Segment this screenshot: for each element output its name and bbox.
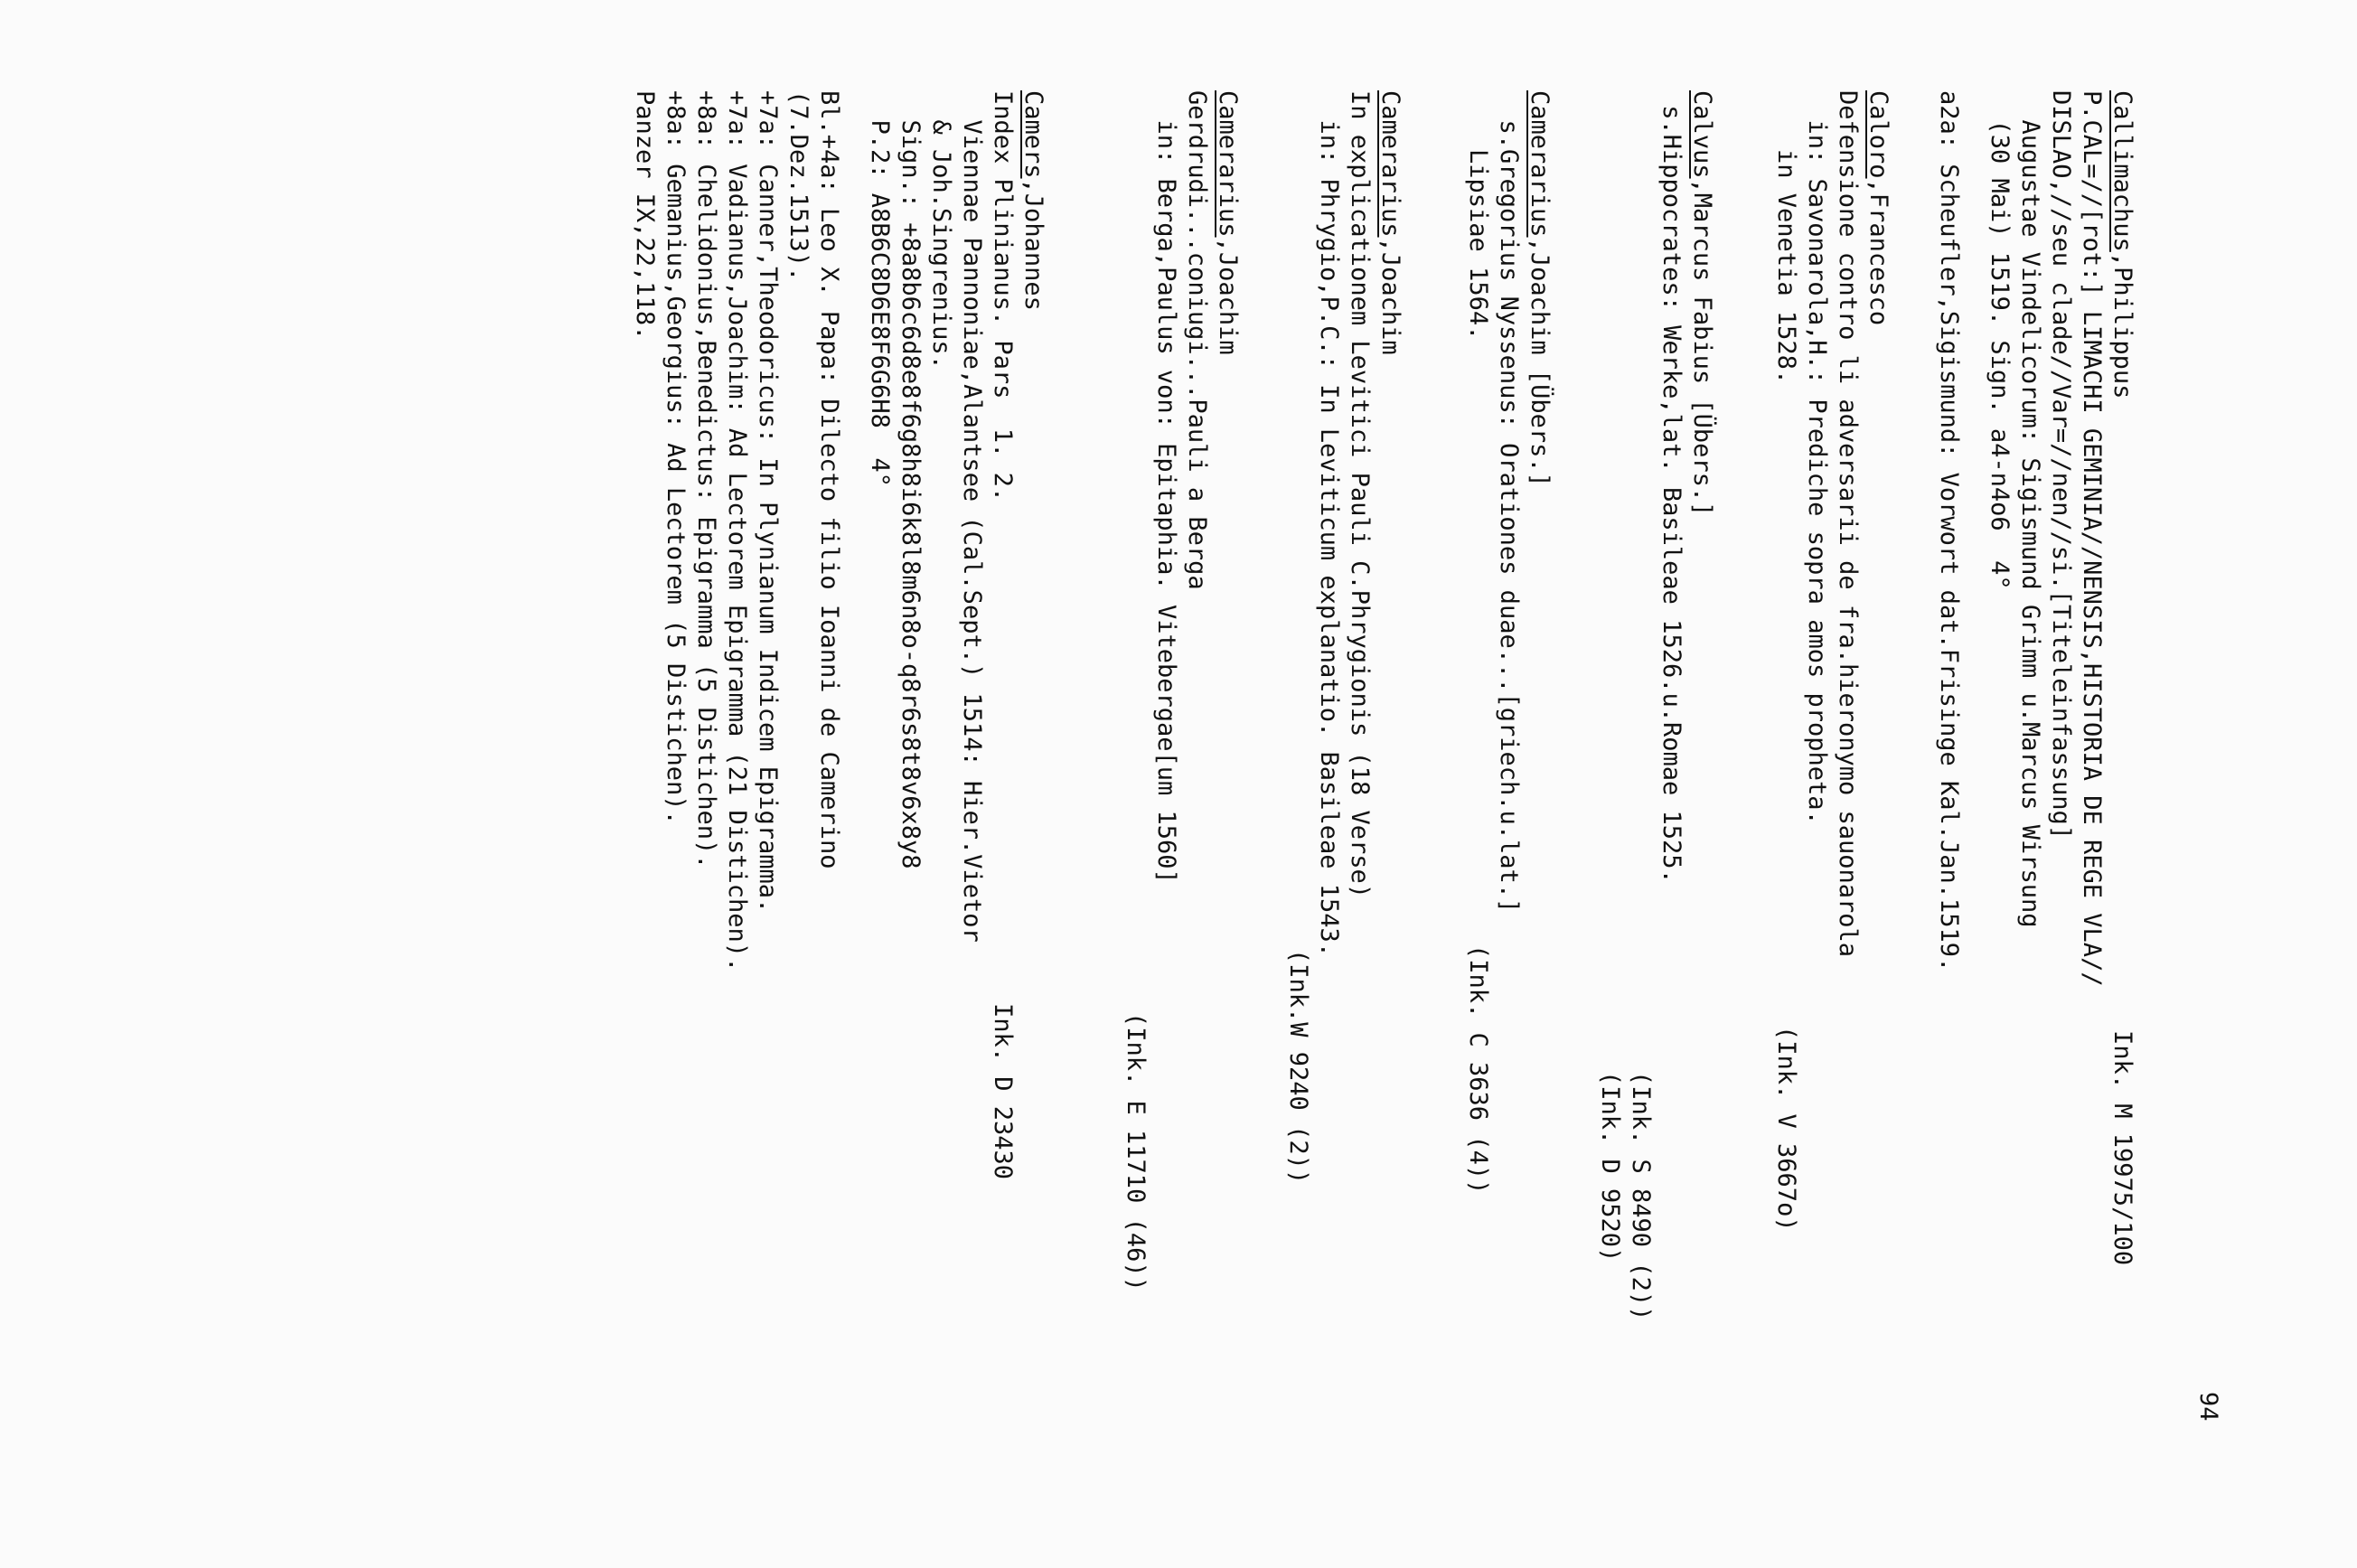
entry-line bbox=[1770, 90, 1801, 1232]
entry-note: +8a: Gemanius,Georgius: Ad Lectorem (5 Distichen). bbox=[662, 90, 690, 825]
entry-line: P.CAL=//[rot:] LIMACHI GEMINIA//NENSIS,HISTORIA DE REGE VLA// bbox=[2078, 90, 2106, 987]
entry-heading-line bbox=[1863, 90, 1893, 957]
entry-note: (7.Dez.1513). bbox=[784, 90, 812, 282]
shelfmark: Ink. M 19975/100 bbox=[2108, 1030, 2136, 1266]
shelfmark: Ink. D 23430 bbox=[989, 1003, 1017, 1180]
entry-line: Sign.: +8a8b6c6d8e8f6g8h8i6k8l8m6n8o-q8r6s8t8v6x8y8 bbox=[897, 90, 925, 869]
entry-line: In explicationem Levitici Pauli C.Phrygionis (18 Verse) bbox=[1346, 90, 1374, 899]
entry-camers bbox=[629, 90, 1048, 1180]
entry-heading-line bbox=[2107, 90, 2137, 1266]
entry-line: in: Berga,Paulus von: Epitaphia. Vitebergae[um 1560] bbox=[1152, 90, 1180, 884]
entry-line: DISLAO,//seu clade//Var=//nen//si.[Titeleinfassung] bbox=[2047, 90, 2075, 840]
shelfmark: (Ink. V 3667o) bbox=[1772, 1026, 1800, 1232]
entry-note: Bl.+4a: Leo X. Papa: Dilecto filio Ioanni de Camerino bbox=[815, 90, 843, 869]
entry-line bbox=[1462, 90, 1493, 1195]
entry-reference: Panzer IX,22,118. bbox=[631, 90, 659, 341]
entry-note: +7a: Canner,Theodoricus: In Plynianum Indicem Epigramma. bbox=[754, 90, 782, 914]
entry-heading: Camers bbox=[1019, 90, 1047, 179]
entry-note: +8a: Chelidonius,Benedictus: Epigramma (5 Distichen). bbox=[692, 90, 720, 869]
entry-callimachus bbox=[1933, 90, 2137, 1266]
catalog-page bbox=[181, 90, 2223, 1500]
shelfmark: (Ink. D 9520) bbox=[1596, 1071, 1624, 1263]
entry-camerarius-2 bbox=[1282, 90, 1405, 1184]
entry-heading-line bbox=[1018, 90, 1048, 972]
entry-heading-line bbox=[1524, 90, 1554, 913]
entry-line: in: Phrygio,P.C.: In Leviticum explanatio. Basileae 1543. bbox=[1315, 90, 1343, 958]
entry-line bbox=[987, 90, 1018, 1180]
entry-heading-line bbox=[1212, 90, 1243, 1291]
entry-heading-rest: ,Marcus Fabius [Übers.] bbox=[1688, 178, 1716, 517]
entry-heading: Camerarius bbox=[1214, 90, 1242, 238]
entry-note: +7a: Vadianus,Joachim: Ad Lectorem Epigramma (21 Distichen). bbox=[723, 90, 751, 972]
shelfmark: (Ink.W 9240 (2)) bbox=[1284, 949, 1312, 1185]
entry-heading: Calvus bbox=[1688, 90, 1716, 179]
entry-line-text: Index Plinianus. Pars 1. 2. bbox=[989, 90, 1017, 502]
entry-line: P.2: A8B6C8D6E8F6G6H8 4° bbox=[866, 90, 894, 487]
entry-line-text: in Venetia 1528. bbox=[1772, 90, 1800, 385]
entry-calvus bbox=[1594, 90, 1717, 1320]
entry-heading-line bbox=[1375, 90, 1405, 1184]
page-number: 94 bbox=[2194, 1392, 2222, 1422]
entry-heading-rest: ,Philippus bbox=[2108, 251, 2136, 399]
entry-camerarius-1 bbox=[1462, 90, 1554, 1195]
entry-heading-rest: ,Joachim [Übers.] bbox=[1526, 237, 1554, 487]
entry-heading-rest: ,Joachim bbox=[1214, 237, 1242, 355]
entry-heading: Caloro bbox=[1864, 90, 1892, 179]
entry-line: Augustae Vindelicorum: Sigismund Grimm u.Marcus Wirsung bbox=[2016, 90, 2044, 928]
entry-caloro bbox=[1770, 90, 1893, 1232]
entry-line: s.Gregorius Nyssenus: Orationes duae...[griech.u.lat.] bbox=[1495, 90, 1523, 914]
entry-line-text: Lipsiae 1564. bbox=[1464, 90, 1492, 341]
entry-line: Gerdrudi...coniugi...Pauli a Berga bbox=[1183, 90, 1211, 590]
shelfmark: (Ink. E 11710 (46)) bbox=[1122, 1012, 1150, 1291]
entry-heading-rest: ,Francesco bbox=[1864, 178, 1892, 326]
entry-line: in: Savonarola,H.: Prediche sopra amos propheta. bbox=[1803, 90, 1831, 825]
entry-heading-rest: ,Joachim bbox=[1376, 237, 1404, 355]
entry-heading: Camerarius bbox=[1376, 90, 1404, 238]
entry-heading: Callimachus bbox=[2108, 90, 2136, 252]
entry-line: Defensione contro li adversarii de fra.hieronymo sauonarola bbox=[1834, 90, 1862, 958]
entry-line: Viennae Pannoniae,Alantsee (Cal.Sept.) 1514: Hier.Vietor bbox=[958, 90, 986, 943]
shelfmark: (Ink. C 3636 (4)) bbox=[1464, 944, 1492, 1195]
shelfmark: (Ink. S 8490 (2)) bbox=[1627, 1071, 1655, 1321]
entry-line: & Joh.Singrenius. bbox=[927, 90, 955, 370]
entry-camerarius-3 bbox=[1120, 90, 1243, 1291]
entry-heading-line bbox=[1686, 90, 1717, 1320]
entry-line: (30 Mai) 1519. Sign. a4-n4o6 4° bbox=[1986, 90, 2014, 590]
entry-heading: Camerarius bbox=[1526, 90, 1554, 238]
entry-line: s.Hippocrates: Werke,lat. Basileae 1526.u.Romae 1525. bbox=[1657, 90, 1686, 884]
entry-heading-rest: ,Johannes bbox=[1019, 178, 1047, 311]
entry-extra: a2a: Scheufler,Sigismund: Vorwort dat.Frisinge Kal.Jan.1519. bbox=[1935, 90, 1963, 972]
